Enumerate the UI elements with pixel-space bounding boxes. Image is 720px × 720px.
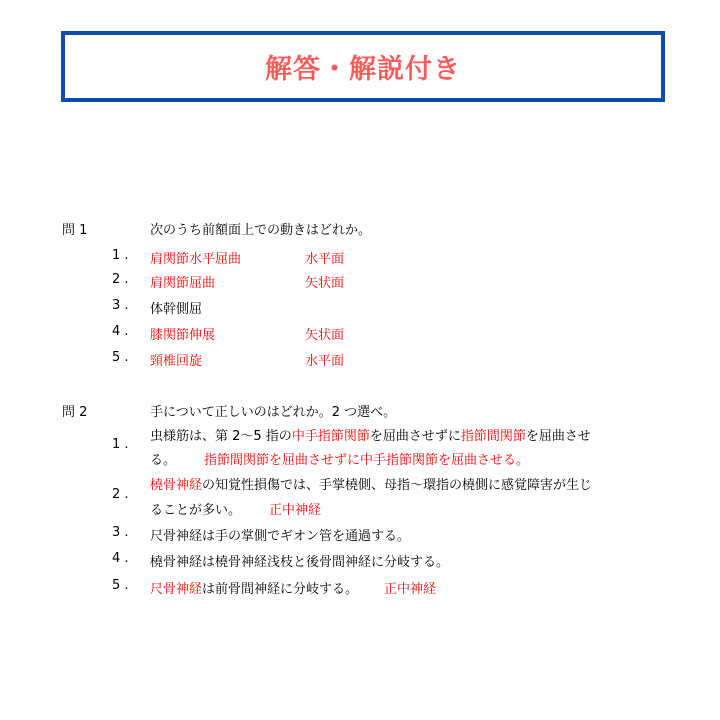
q2-option-1-line-1	[150, 425, 591, 444]
page-title: 解答・解説付き	[265, 54, 461, 85]
correction-note: 正中神経	[269, 503, 322, 518]
q1-option-3-text: 体幹側屈	[150, 302, 203, 317]
q2-option-2-line-2	[150, 499, 321, 518]
q1-option-4-number: 4 .	[112, 324, 129, 339]
q2-option-2-line-1	[150, 474, 592, 493]
highlight: 尺骨神経	[150, 582, 203, 597]
q1-option-4-text: 膝関節伸展	[150, 328, 216, 343]
q2-option-1-number: 1 .	[112, 437, 129, 452]
text: の知覚性損傷では、手掌橈側、母指〜環指の橈側に感覚障害が生じ	[202, 478, 593, 493]
q2-option-4-text: 橈骨神経は橈骨神経浅枝と後骨間神経に分岐する。	[150, 555, 450, 570]
q2-option-5-number: 5 .	[112, 578, 129, 593]
text: を屈曲させ	[525, 429, 591, 444]
text: を屈曲させずに	[369, 429, 461, 444]
correction-note: 指節間関節を屈曲させずに中手指節関節を屈曲させる。	[204, 453, 530, 468]
q1-option-1-text: 肩関節水平屈曲	[150, 252, 242, 267]
q2-option-3-text: 尺骨神経は手の掌側でギオン管を通過する。	[150, 529, 411, 544]
q1-option-5-note: 水平面	[305, 354, 345, 369]
q1-option-1-note: 水平面	[305, 252, 345, 267]
text: 虫様筋は、第 2〜5 指の	[150, 429, 292, 444]
question-1-label: 問 1	[62, 223, 88, 238]
correction-note: 正中神経	[384, 582, 437, 597]
q1-option-2-number: 2 .	[112, 272, 129, 287]
q2-option-4-number: 4 .	[112, 551, 129, 566]
q1-option-3-number: 3 .	[112, 298, 129, 313]
q1-option-1-number: 1 .	[112, 248, 129, 263]
q2-option-5-text	[150, 578, 436, 597]
q2-option-2-number: 2 .	[112, 487, 129, 502]
q1-option-5-number: 5 .	[112, 350, 129, 365]
text: ることが多い。	[150, 503, 242, 518]
q1-option-2-text: 肩関節屈曲	[150, 276, 216, 291]
text: る。	[150, 453, 177, 468]
question-2-text: 手について正しいのはどれか。2 つ選べ。	[150, 405, 397, 420]
question-2-label: 問 2	[62, 405, 88, 420]
q1-option-4-note: 矢状面	[305, 328, 345, 343]
text: は前骨間神経に分岐する。	[202, 582, 359, 597]
q2-option-1-line-2	[150, 449, 529, 468]
q1-option-5-text: 頸椎回旋	[150, 354, 203, 369]
title-box	[61, 31, 665, 102]
q1-option-2-note: 矢状面	[305, 276, 345, 291]
highlight: 中手指節関節	[291, 429, 370, 444]
highlight: 指節間関節	[460, 429, 526, 444]
highlight: 橈骨神経	[150, 478, 203, 493]
q2-option-3-number: 3 .	[112, 525, 129, 540]
question-1-text: 次のうち前額面上での動きはどれか。	[150, 223, 372, 238]
